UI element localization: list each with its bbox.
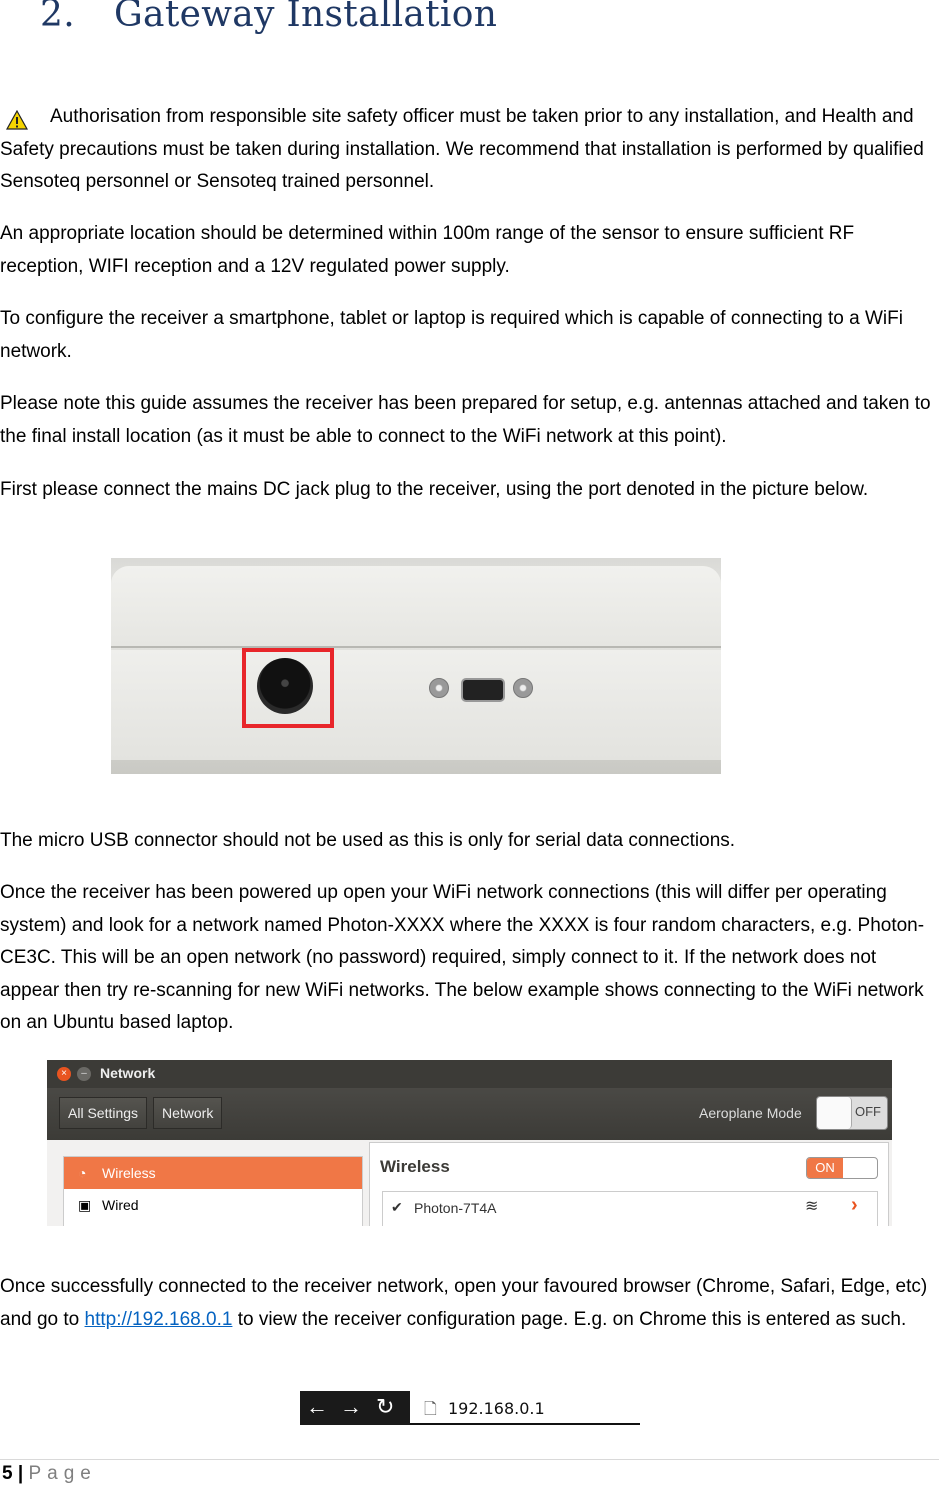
sidebar-item-wireless[interactable] [64,1157,362,1189]
footer-divider [0,1459,939,1460]
sidebar-item-label: Wired [102,1197,139,1213]
paragraph-configure: To configure the receiver a smartphone, tablet or laptop is required which is capable of connecting to a WiFi network. [0,308,903,362]
reload-icon[interactable]: ↻ [376,1394,395,1419]
aeroplane-mode-state: OFF [855,1104,881,1119]
url-field[interactable]: 192.168.0.1 [448,1399,545,1418]
network-sidebar [63,1156,363,1226]
window-title: Network [100,1065,156,1081]
chevron-right-icon[interactable]: › [851,1194,858,1216]
paragraph-micro-usb: The micro USB connector should not be used as this is only for serial data connections. [0,830,736,851]
wireless-panel [369,1142,889,1226]
paragraph-wifi: Once the receiver has been powered up open your WiFi network connections (this will differ per operating system) and look for a network named Photon-XXXX where the XXXX is four random characters, e.g. Photon-CE3C. This will be an open network (no password) required, simply connect to it. If the network does not appear then try re-scanning for new WiFi networks. The below example shows connecting to the WiFi network on an Ubuntu based laptop. [0,882,925,1033]
screw-right [513,678,533,698]
wireless-toggle-state: ON [807,1158,843,1178]
page-footer [2,1463,97,1485]
window-titlebar [47,1060,892,1088]
page-label: Page [28,1463,97,1484]
minimize-icon[interactable]: – [77,1067,91,1081]
section-number: 2. [40,0,75,35]
chrome-address-bar [300,1391,640,1425]
paragraph-browser-text-end: to view the receiver configuration page. E.g. on Chrome this is entered as such. [232,1308,907,1330]
section-title: Gateway Installation [114,0,498,35]
network-list-item[interactable] [382,1191,878,1226]
wifi-icon: ◔ [78,1165,87,1181]
wireless-toggle[interactable] [806,1157,878,1179]
sidebar-item-wired[interactable] [64,1189,362,1221]
page-icon: 🗋 [424,1401,437,1418]
ethernet-icon: ▣ [78,1197,92,1213]
paragraph-note: Please note this guide assumes the receiver has been prepared for setup, e.g. antennas attached and taken to the final install location (as it must be able to connect to the WiFi network at this point). [0,393,931,447]
back-icon[interactable]: ← [306,1394,328,1419]
receiver-base [111,650,721,760]
network-breadcrumb-button[interactable]: Network [153,1097,222,1129]
address-underline [410,1423,640,1425]
receiver-lid [111,566,721,648]
warning-paragraph: Authorisation from responsible site safety officer must be taken prior to any installation, and Health and Safety precautions must be taken during installation. We recommend that installation is performed by qualified Sensoteq personnel or Sensoteq trained personnel. [0,106,924,192]
receiver-photo [111,558,721,774]
dc-jack-highlight [242,648,334,728]
config-url-link[interactable]: http://192.168.0.1 [84,1308,233,1330]
sidebar-item-label: Wireless [102,1165,156,1181]
paragraph-location: An appropriate location should be determined within 100m range of the sensor to ensure sufficient RF reception, WIFI reception and a 12V regulated power supply. [0,223,855,277]
wifi-signal-icon: ≋ [805,1198,819,1215]
paragraph-browser-text: Once successfully connected to the receiver network, open your favoured browser (Chrome, Safari, Edge, etc) and go to [0,1276,928,1330]
browser-nav-buttons [300,1391,410,1425]
forward-icon[interactable]: → [340,1394,362,1419]
network-name: Photon-7T4A [414,1200,497,1216]
paragraph-connect-jack: First please connect the mains DC jack plug to the receiver, using the port denoted in the picture below. [0,479,869,500]
all-settings-button[interactable]: All Settings [59,1097,147,1129]
aeroplane-mode-label: Aeroplane Mode [699,1105,802,1121]
section-heading [40,0,497,35]
paragraph-browser [0,1271,930,1336]
wireless-panel-title: Wireless [380,1157,450,1176]
aeroplane-mode-toggle[interactable] [816,1096,888,1130]
close-icon[interactable]: × [57,1067,71,1081]
screw-left [429,678,449,698]
micro-usb-port [461,678,505,702]
checkmark-icon: ✔ [391,1199,403,1215]
ubuntu-network-screenshot [47,1060,892,1226]
window-toolbar [47,1088,892,1140]
footer-separator: | [17,1463,24,1484]
page-number: 5 [2,1463,13,1484]
